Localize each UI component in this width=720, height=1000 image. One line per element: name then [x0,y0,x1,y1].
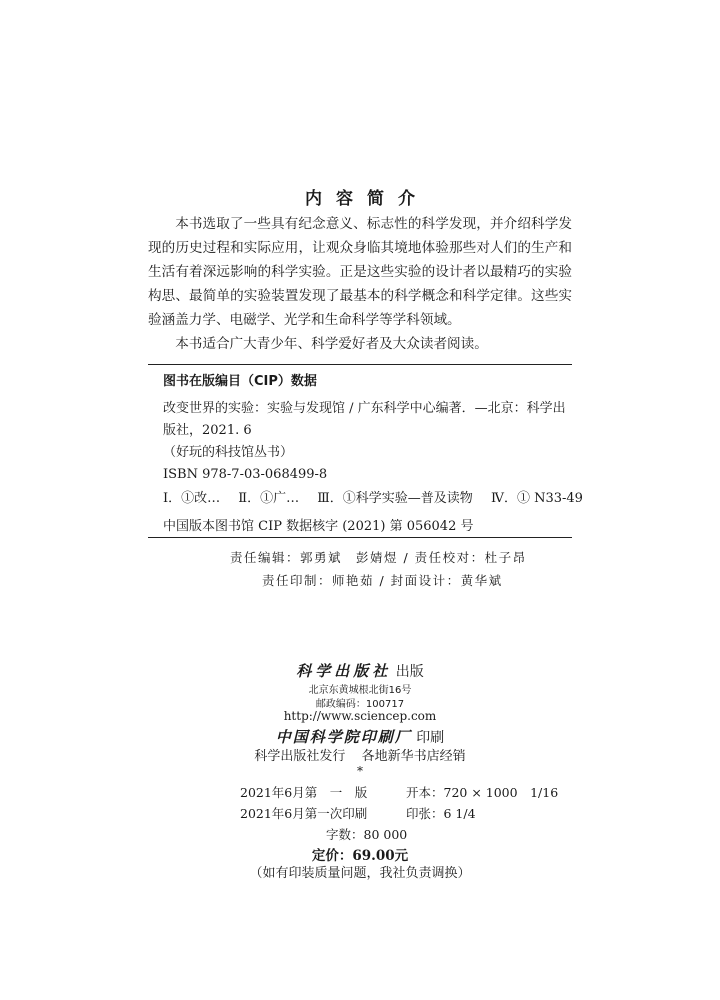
cip-title-line: 改变世界的实验：实验与发现馆 / 广东科学中心编著．—北京：科学出 [163,401,566,416]
summary-body [148,212,572,356]
quality-notice: （如有印装质量问题，我社负责调换） [249,866,471,881]
cip-series-line: （好玩的科技馆丛书） [163,445,294,460]
sheets-info: 印张：6 1/4 [406,806,476,821]
word-count: 字数：80 000 [326,827,408,842]
printer-suffix: 印刷 [416,730,445,746]
editor-line: 责任印制：师艳茹 / 封面设计：黄华斌 [262,573,503,588]
price [0,844,720,864]
publisher-address: 北京东黄城根北街16号 [308,685,412,696]
summary-paragraph: 本书适合广大青少年、科学爱好者及大众读者阅读。 [175,336,488,352]
cip-publisher-line: 版社，2021. 6 [163,423,252,438]
cip-top-rule [148,364,572,365]
separator-star: * [357,764,363,778]
editor-line: 责任编辑：郭勇斌 彭婧煜 / 责任校对：杜子昂 [230,550,527,565]
cip-isbn: ISBN 978-7-03-068499-8 [163,467,328,482]
price-value: 69.00元 [352,848,409,864]
edition-info: 2021年6月第 一 版 [240,785,368,800]
publisher-suffix: 出版 [395,664,424,680]
summary-title: 内容简介 [305,189,429,209]
publisher-zip: 邮政编码：100717 [315,699,405,710]
cip-class-item: Ⅲ．①科学实验—普及读物 [317,491,473,506]
publisher-url: http://www.sciencep.com [283,709,437,723]
price-label: 定价： [311,848,353,864]
format-info: 开本：720 × 1000 1/16 [406,785,559,800]
issuer: 科学出版社发行 [254,749,346,764]
printer-line [0,726,720,747]
cip-class-item: Ⅱ．①广… [238,491,300,506]
cip-classification [163,487,597,506]
summary-paragraph: 本书选取了一些具有纪念意义、标志性的科学发现，并介绍科学发现的历史过程和实际应用，让观众身临其境地体验那些对人们的生产和生活有着深远影响的科学实验。正是这些实验的设计者以最精巧的实验构思、最简单的实验装置发现了最基本的科学概念和科学定律。这些实验涵盖力学、电磁学、光学和生命科学等学科领域。 [148,216,572,328]
printer-logotype: 中国科学院印刷厂 [275,728,412,746]
publisher-logotype: 科学出版社 [296,662,392,680]
cip-bottom-rule [148,537,572,538]
cip-class-item: Ⅳ．① N33-49 [490,491,583,506]
printing-info: 2021年6月第一次印刷 [240,806,368,821]
publisher-line [0,660,720,681]
distribution-line [0,745,720,764]
cip-heading: 图书在版编目（CIP）数据 [163,374,317,389]
cip-verification: 中国版本图书馆 CIP 数据核字 (2021) 第 056042 号 [163,519,474,534]
distributor: 各地新华书店经销 [361,749,466,764]
cip-class-item: Ⅰ．①改… [163,491,221,506]
cip-record [163,398,566,486]
